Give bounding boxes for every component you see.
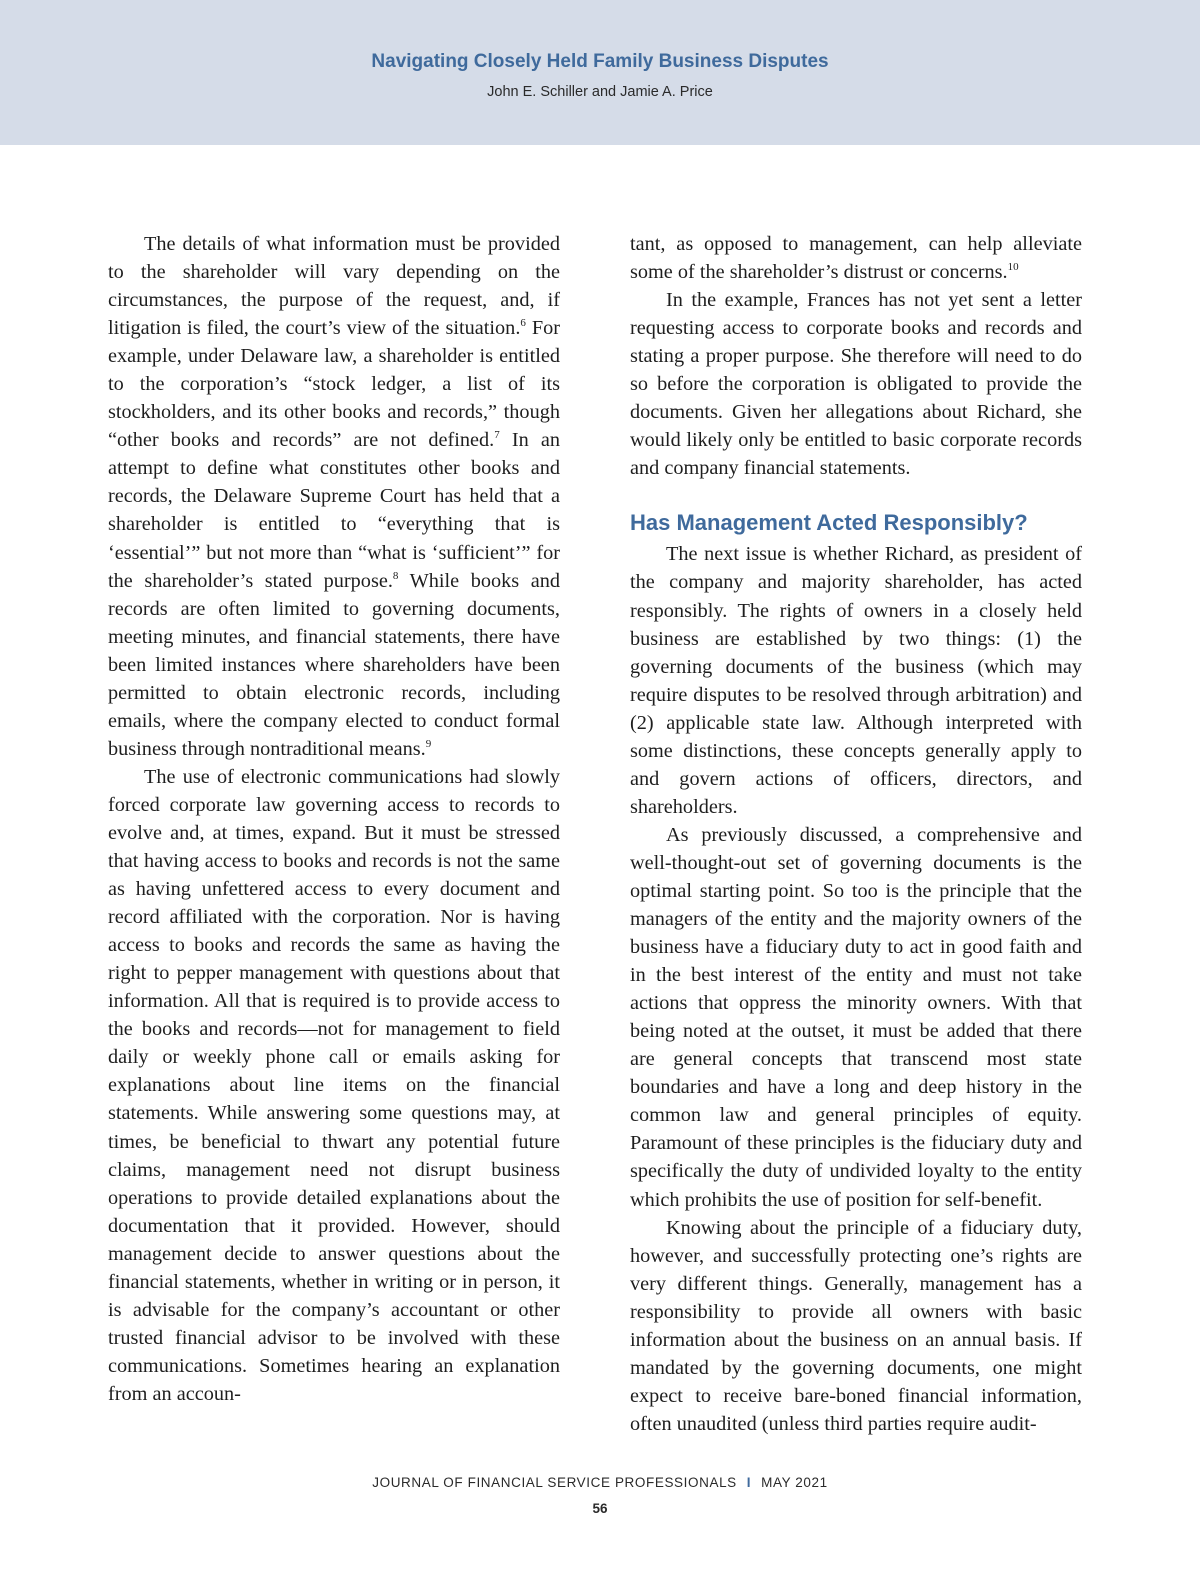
paragraph-text: While books and records are often limited to governing documents, meeting minutes, and financial statements, there have been limited instances where shareholders have been permitted to obtain electronic records, including emails, where the company elected to conduct formal business through nontraditional means. [108, 569, 560, 760]
paragraph: Knowing about the principle of a fiduciary duty, however, and successfully protecting one’s rights are very different things. Generally, management has a responsibility to provide all owners with basic information about the business on an annual basis. If mandated by the governing documents, one might expect to receive bare-boned financial information, often unaudited (unless third parties require audit- [630, 1216, 1082, 1435]
footnote-marker: 8 [392, 569, 399, 582]
footnote-marker: 6 [520, 317, 526, 330]
right-column [630, 230, 1082, 1438]
page-number: 56 [592, 1501, 608, 1516]
paragraph: The use of electronic communications had slowly forced corporate law governing access to records to evolve and, at times, expand. But it must be stressed that having access to books and records is not the same as having unfettered access to every document and record affiliated with the corporation. Nor is having access to books and records the same as having the right to pepper management with questions about that information. All that is required is to provide access to the books and records—not for management to field daily or weekly phone call or emails asking for explanations about line items on the financial statements. While answering some questions may, at times, be beneficial to thwart any potential future claims, management need not disrupt business operations to provide detailed explanations about the documentation that it provided. However, should management decide to answer questions about the financial statements, whether in writing or in person, it is advisable for the company’s accountant or other trusted financial advisor to be involved with these communications. Sometimes hearing an explanation from an accoun- [108, 765, 560, 1405]
left-column [108, 230, 560, 1408]
footnote-marker: 7 [494, 429, 500, 442]
paragraph-text: In an attempt to define what constitutes other books and records, the Delaware Supreme Court has held that a shareholder is entitled to “everything that is ‘essential’” but not more than “what is ‘sufficient’” for the shareholder’s stated purpose. [108, 429, 561, 592]
footer-journal-line [0, 1475, 1200, 1490]
section-heading: Has Management Acted Responsibly? [630, 510, 1028, 536]
paragraph-text: The details of what information must be provided to the shareholder will vary depending on the circumstances, the purpose of the request, and, if litigation is filed, the court’s view of the situation. [108, 233, 560, 340]
footnote-marker: 10 [1007, 261, 1019, 274]
paragraph-text: For example, under Delaware law, a shareholder is entitled to the corporation’s “stock ledger, a list of its stockholders, and its other books and records,” though “other books and records” are not defined. [108, 317, 560, 452]
paragraph-text: tant, as opposed to management, can help alleviate some of the shareholder’s distrust or concerns. [630, 233, 1082, 284]
footer-separator: I [746, 1475, 752, 1490]
paragraph [630, 230, 1082, 286]
journal-name: JOURNAL OF FINANCIAL SERVICE PROFESSIONALS [372, 1475, 737, 1490]
paragraph: As previously discussed, a comprehensive and well-thought-out set of governing documents is the optimal starting point. So too is the principle that the managers of the entity and the majority owners of the business have a fiduciary duty to act in good faith and in the best interest of the entity and must not take actions that oppress the minority owners. With that being noted at the outset, it must be added that there are general concepts that transcend most state boundaries and have a long and deep history in the common law and general principles of equity. Paramount of these principles is the fiduciary duty and specifically the duty of undivided loyalty to the entity which prohibits the use of position for self-benefit. [630, 823, 1082, 1211]
article-title: Navigating Closely Held Family Business Disputes [371, 51, 829, 72]
article-authors: John E. Schiller and Jamie A. Price [487, 84, 713, 100]
paragraph: In the example, Frances has not yet sent a letter requesting access to corporate books and records and stating a proper purpose. She therefore will need to do so before the corporation is obligated to provide the documents. Given her allegations about Richard, she would likely only be entitled to basic corporate records and company financial statements. [630, 289, 1082, 480]
paragraph: The next issue is whether Richard, as president of the company and majority shareholder, has acted responsibly. The rights of owners in a closely held business are established by two things: (1) the governing documents of the business (which may require disputes to be resolved through arbitration) and (2) applicable state law. Although interpreted with some distinctions, these concepts generally apply to and govern actions of officers, directors, and shareholders. [630, 543, 1082, 818]
paragraph [108, 230, 560, 763]
footnote-marker: 9 [425, 737, 432, 750]
issue-date: MAY 2021 [761, 1475, 828, 1490]
